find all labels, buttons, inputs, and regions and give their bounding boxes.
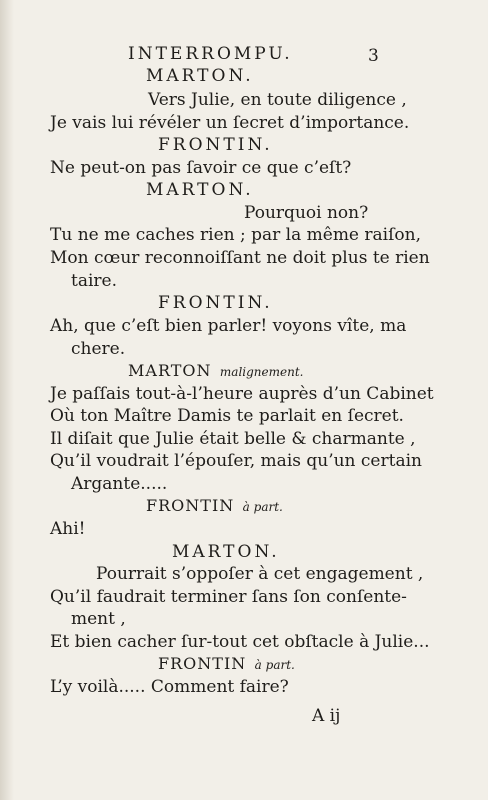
- speaker-marton: MARTON.: [172, 542, 280, 562]
- running-title: INTERROMPU.: [128, 44, 293, 64]
- speaker-name: FRONTIN: [158, 654, 247, 673]
- verse-line: Je vais lui révéler un ſecret d’importance.: [50, 113, 410, 133]
- stage-direction: à part.: [242, 500, 283, 514]
- verse-line: Vers Julie, en toute diligence ,: [148, 90, 407, 110]
- signature-mark: A ij: [312, 706, 341, 726]
- speaker-frontin-with-direction: [146, 496, 283, 517]
- verse-line: Où ton Maître Damis te parlait en ſecret.: [50, 406, 404, 426]
- speaker-marton: MARTON.: [146, 180, 254, 200]
- verse-line: Mon cœur reconnoiſſant ne doit plus te rien: [50, 248, 430, 268]
- speaker-frontin-with-direction: [158, 654, 295, 675]
- speaker-frontin: FRONTIN.: [158, 293, 273, 313]
- verse-line: Il diſait que Julie était belle & charmante ,: [50, 429, 416, 449]
- verse-line: Et bien cacher ſur-tout cet obſtacle à Julie...: [50, 632, 430, 652]
- verse-line: Pourquoi non?: [244, 203, 369, 223]
- page-number: 3: [368, 46, 379, 66]
- speaker-marton-with-direction: [128, 361, 303, 382]
- verse-line: Argante.....: [71, 474, 168, 494]
- verse-line: Qu’il faudrait terminer ſans ſon conſente-: [50, 587, 407, 607]
- verse-line: Tu ne me caches rien ; par la même raiſon,: [50, 225, 421, 245]
- stage-direction: malignement.: [219, 365, 304, 379]
- verse-line: taire.: [71, 271, 117, 291]
- speaker-marton: MARTON.: [146, 66, 254, 86]
- verse-line: Ah, que c’eſt bien parler! voyons vîte, ma: [50, 316, 407, 336]
- speaker-name: FRONTIN: [146, 496, 235, 515]
- verse-line: Je paſſais tout-à-l’heure auprès d’un Cabinet: [50, 384, 434, 404]
- stage-direction: à part.: [254, 658, 295, 672]
- verse-line: Pourrait s’oppoſer à cet engagement ,: [96, 564, 424, 584]
- verse-line: Qu’il voudrait l’épouſer, mais qu’un certain: [50, 451, 422, 471]
- verse-line: Ahi!: [50, 519, 86, 539]
- verse-line: ment ,: [71, 609, 126, 629]
- binding-shadow: [0, 0, 14, 800]
- speaker-name: MARTON: [128, 361, 212, 380]
- speaker-frontin: FRONTIN.: [158, 135, 273, 155]
- verse-line: L’y voilà..... Comment faire?: [50, 677, 289, 697]
- verse-line: chere.: [71, 339, 126, 359]
- verse-line: Ne peut-on pas ſavoir ce que c’eſt?: [50, 158, 352, 178]
